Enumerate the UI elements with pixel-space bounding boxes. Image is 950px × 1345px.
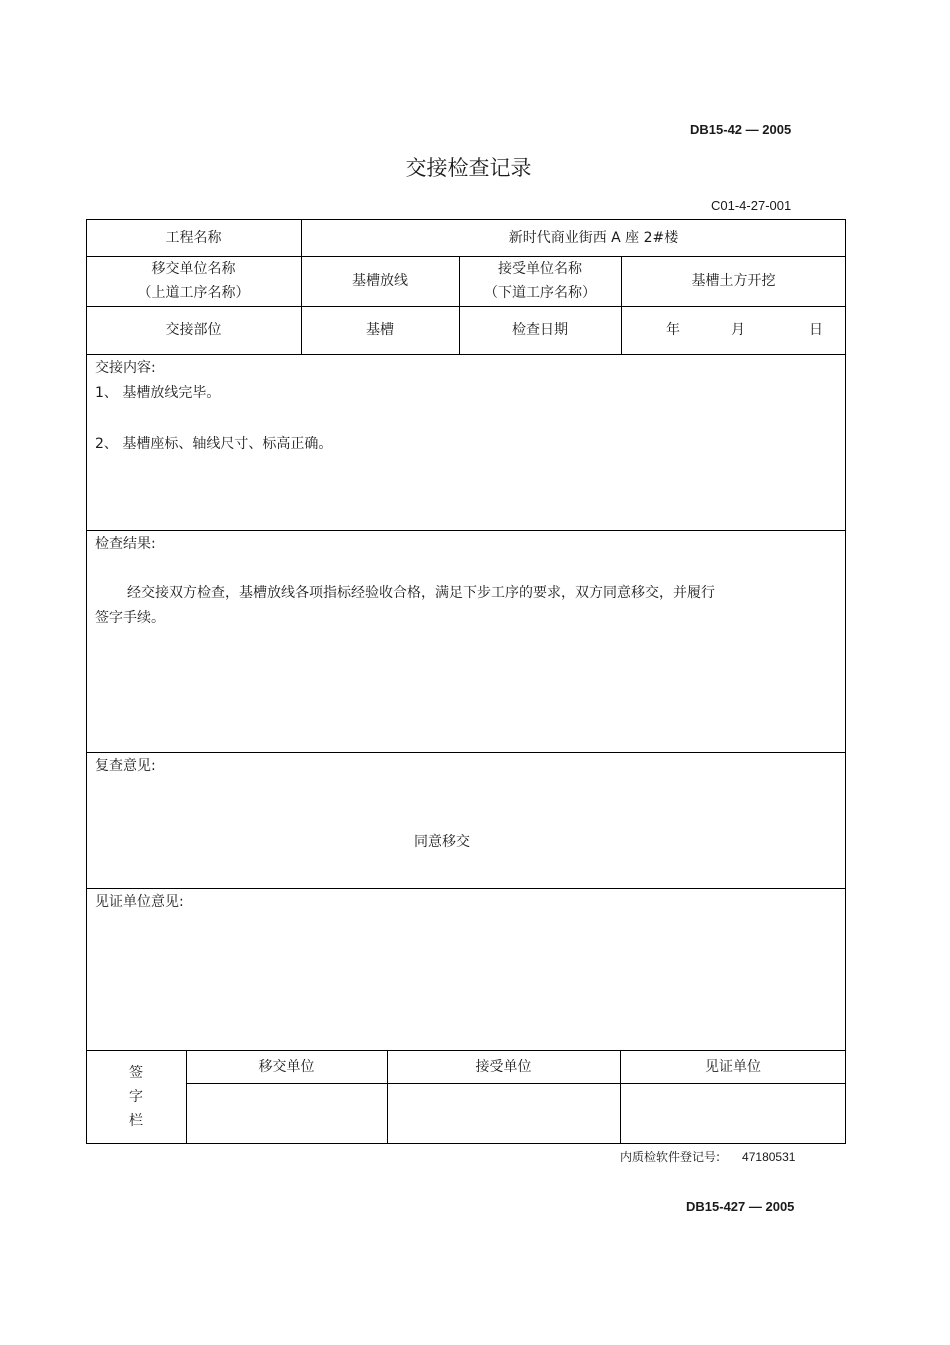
signature-char-2: 字	[129, 1089, 143, 1105]
handover-unit-label	[86, 256, 301, 306]
date-month: 月	[731, 322, 745, 338]
date-day: 日	[809, 322, 823, 338]
signature-char-1: 签	[129, 1065, 143, 1081]
witness-opinion-label: 见证单位意见:	[95, 894, 184, 910]
check-date-label: 检查日期	[512, 322, 568, 338]
table-border	[86, 219, 846, 1144]
date-year: 年	[666, 322, 680, 338]
content-item-2: 2、 基槽座标、轴线尺寸、标高正确。	[95, 436, 333, 452]
review-opinion-label: 复查意见:	[95, 758, 156, 774]
receiving-unit-label-line1: 接受单位名称	[498, 261, 582, 277]
standard-number-bottom: DB15-427 — 2005	[686, 1199, 795, 1214]
signature-handover-field[interactable]	[186, 1083, 387, 1144]
inspection-table	[86, 219, 846, 1144]
signature-col-witness: 见证单位	[705, 1058, 761, 1075]
project-name-value: 新时代商业街西 A 座 2#楼	[508, 229, 679, 246]
software-registration-number: 47180531	[742, 1150, 796, 1164]
result-text-line1: 经交接双方检查，基槽放线各项指标经验收合格，满足下步工序的要求，双方同意移交，并履行	[127, 585, 715, 601]
signature-char-3: 栏	[129, 1113, 143, 1129]
handover-location-label: 交接部位	[165, 322, 222, 338]
software-registration-label: 内质检软件登记号:	[620, 1150, 721, 1164]
receiving-unit-label	[459, 256, 621, 306]
signature-receiving-field[interactable]	[387, 1083, 620, 1144]
handover-unit-label-line2: （上道工序名称）	[137, 285, 250, 301]
review-opinion-value: 同意移交	[414, 834, 470, 850]
handover-unit-label-line1: 移交单位名称	[151, 261, 236, 277]
receiving-unit-value: 基槽土方开挖	[691, 273, 776, 289]
page-title: 交接检查记录	[405, 156, 532, 180]
handover-content-label: 交接内容:	[95, 360, 156, 376]
software-registration	[620, 1148, 795, 1165]
signature-section-label	[86, 1050, 186, 1144]
inspection-result-label: 检查结果:	[95, 536, 156, 552]
form-code: C01-4-27-001	[711, 198, 792, 213]
result-text-line2: 签字手续。	[95, 610, 165, 626]
project-name-label: 工程名称	[165, 229, 222, 246]
handover-location-value: 基槽	[366, 322, 394, 338]
standard-number-top: DB15-42 — 2005	[690, 122, 792, 137]
receiving-unit-label-line2: （下道工序名称）	[484, 285, 596, 301]
signature-col-receiving: 接受单位	[475, 1058, 532, 1075]
handover-unit-value: 基槽放线	[352, 273, 408, 289]
content-item-1: 1、 基槽放线完毕。	[95, 385, 221, 401]
signature-col-handover: 移交单位	[258, 1058, 315, 1075]
signature-witness-field[interactable]	[620, 1083, 846, 1144]
